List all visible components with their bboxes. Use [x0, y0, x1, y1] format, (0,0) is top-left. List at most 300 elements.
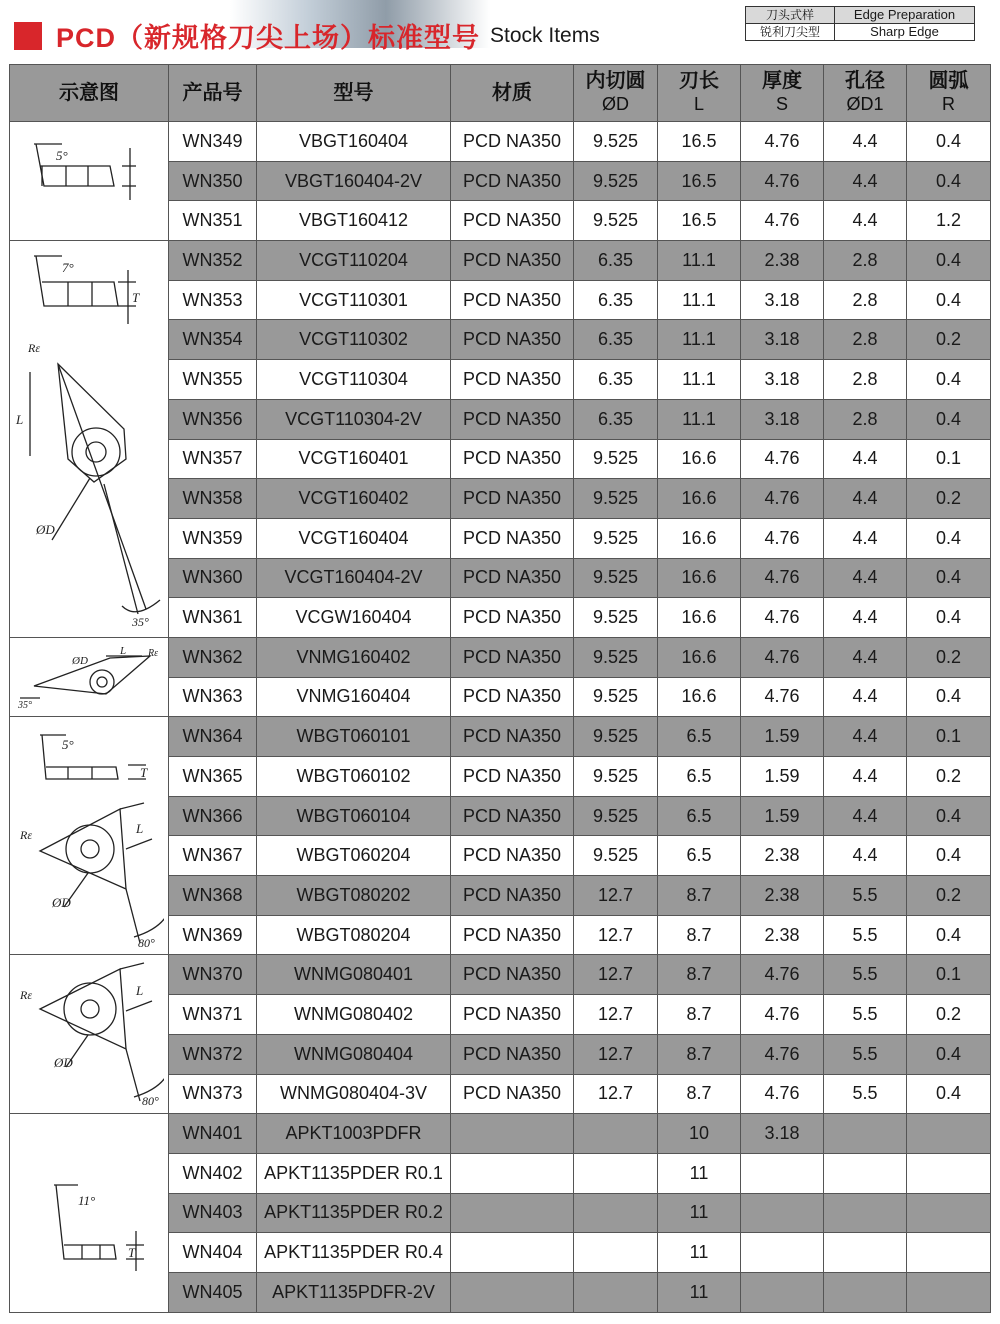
- model-cell: VCGT160401: [257, 439, 451, 479]
- radius-cell: 1.2: [907, 201, 991, 241]
- material-cell: PCD NA350: [451, 399, 574, 439]
- radius-cell: 0.4: [907, 796, 991, 836]
- radius-cell: 0.4: [907, 677, 991, 717]
- hole-diameter-cell: 4.4: [824, 439, 907, 479]
- model-cell: WBGT060204: [257, 836, 451, 876]
- edge-length-cell: 16.6: [658, 677, 741, 717]
- svg-text:Rε: Rε: [148, 648, 159, 660]
- svg-text:L: L: [136, 820, 144, 836]
- model-cell: VCGT160402: [257, 479, 451, 519]
- inscribed-circle-cell: 6.35: [574, 360, 658, 400]
- radius-cell: 0.2: [907, 637, 991, 677]
- radius-cell: 0.2: [907, 995, 991, 1035]
- svg-text:5°: 5°: [62, 736, 74, 752]
- material-cell: PCD NA350: [451, 915, 574, 955]
- col-radius-header: [907, 65, 991, 122]
- col-product-no-header: [169, 65, 257, 122]
- legend-row2-en: Sharp Edge: [835, 24, 975, 41]
- radius-cell: 0.4: [907, 836, 991, 876]
- material-cell: PCD NA350: [451, 439, 574, 479]
- product-no-cell: WN372: [169, 1034, 257, 1074]
- product-no-cell: WN351: [169, 201, 257, 241]
- table-body: [10, 122, 991, 1313]
- thickness-cell: 4.76: [741, 1034, 824, 1074]
- radius-cell: 0.1: [907, 439, 991, 479]
- table-header-row: [10, 65, 991, 122]
- svg-text:35°: 35°: [18, 700, 32, 712]
- product-no-cell: WN353: [169, 280, 257, 320]
- svg-text:T: T: [128, 1244, 136, 1260]
- svg-text:ØD: ØD: [72, 655, 88, 668]
- table-row: [10, 241, 991, 281]
- material-cell: PCD NA350: [451, 122, 574, 162]
- header-label: 圆弧: [928, 70, 969, 92]
- material-cell: PCD NA350: [451, 201, 574, 241]
- radius-cell: 0.4: [907, 598, 991, 638]
- model-cell: VCGT110304-2V: [257, 399, 451, 439]
- edge-legend: [745, 6, 975, 41]
- product-no-cell: WN405: [169, 1272, 257, 1312]
- material-cell: PCD NA350: [451, 320, 574, 360]
- diagram-cell: [10, 241, 169, 638]
- model-cell: VCGW160404: [257, 598, 451, 638]
- svg-text:7°: 7°: [62, 260, 74, 275]
- material-cell: [451, 1114, 574, 1154]
- inscribed-circle-cell: 9.525: [574, 677, 658, 717]
- page-title: PCD（新规格刀尖上场）标准型号: [56, 23, 481, 53]
- material-cell: [451, 1272, 574, 1312]
- edge-length-cell: 8.7: [658, 955, 741, 995]
- inscribed-circle-cell: 9.525: [574, 201, 658, 241]
- hole-diameter-cell: 4.4: [824, 479, 907, 519]
- material-cell: [451, 1233, 574, 1273]
- edge-length-cell: 16.6: [658, 637, 741, 677]
- radius-cell: 0.4: [907, 161, 991, 201]
- product-no-cell: WN350: [169, 161, 257, 201]
- hole-diameter-cell: [824, 1272, 907, 1312]
- vnmg-insert-diagram: [14, 642, 164, 712]
- hole-diameter-cell: [824, 1193, 907, 1233]
- product-no-cell: WN370: [169, 955, 257, 995]
- hole-diameter-cell: 4.4: [824, 757, 907, 797]
- product-no-cell: WN401: [169, 1114, 257, 1154]
- col-diagram-header: [10, 65, 169, 122]
- svg-text:ØD: ØD: [36, 522, 55, 537]
- material-cell: PCD NA350: [451, 558, 574, 598]
- hole-diameter-cell: 2.8: [824, 241, 907, 281]
- radius-cell: 0.4: [907, 399, 991, 439]
- model-cell: APKT1135PDER R0.2: [257, 1193, 451, 1233]
- inscribed-circle-cell: 6.35: [574, 280, 658, 320]
- header-label: 材质: [492, 81, 532, 104]
- col-hole-diameter-header: [824, 65, 907, 122]
- header-symbol: L: [693, 94, 704, 114]
- wbgt-insert-diagram: [14, 721, 164, 951]
- product-no-cell: WN361: [169, 598, 257, 638]
- inscribed-circle-cell: [574, 1193, 658, 1233]
- thickness-cell: 2.38: [741, 836, 824, 876]
- product-no-cell: WN364: [169, 717, 257, 757]
- header-symbol: R: [942, 94, 955, 114]
- edge-length-cell: 11.1: [658, 241, 741, 281]
- radius-cell: 0.4: [907, 280, 991, 320]
- thickness-cell: [741, 1193, 824, 1233]
- model-cell: VBGT160412: [257, 201, 451, 241]
- model-cell: APKT1135PDFR-2V: [257, 1272, 451, 1312]
- thickness-cell: 4.76: [741, 1074, 824, 1114]
- edge-length-cell: 11.1: [658, 360, 741, 400]
- model-cell: VNMG160402: [257, 637, 451, 677]
- model-cell: APKT1135PDER R0.4: [257, 1233, 451, 1273]
- svg-text:T: T: [132, 290, 140, 305]
- header-label: 型号: [333, 81, 374, 104]
- radius-cell: [907, 1114, 991, 1154]
- inscribed-circle-cell: 6.35: [574, 320, 658, 360]
- svg-text:Rε: Rε: [20, 827, 33, 842]
- edge-length-cell: 11.1: [658, 280, 741, 320]
- hole-diameter-cell: [824, 1233, 907, 1273]
- inscribed-circle-cell: [574, 1272, 658, 1312]
- material-cell: PCD NA350: [451, 637, 574, 677]
- hole-diameter-cell: 5.5: [824, 955, 907, 995]
- radius-cell: 0.4: [907, 1074, 991, 1114]
- thickness-cell: 4.76: [741, 995, 824, 1035]
- product-no-cell: WN366: [169, 796, 257, 836]
- header-symbol: ØD1: [846, 94, 884, 114]
- edge-length-cell: 6.5: [658, 757, 741, 797]
- header-label: 刃长: [679, 70, 719, 92]
- hole-diameter-cell: 4.4: [824, 637, 907, 677]
- material-cell: PCD NA350: [451, 360, 574, 400]
- inscribed-circle-cell: 9.525: [574, 439, 658, 479]
- edge-length-cell: 16.6: [658, 558, 741, 598]
- radius-cell: 0.1: [907, 717, 991, 757]
- edge-length-cell: 8.7: [658, 1034, 741, 1074]
- product-no-cell: WN358: [169, 479, 257, 519]
- hole-diameter-cell: 4.4: [824, 796, 907, 836]
- header-symbol: S: [775, 94, 788, 114]
- legend-row1-en: Edge Preparation: [835, 7, 975, 24]
- thickness-cell: 3.18: [741, 1114, 824, 1154]
- thickness-cell: 3.18: [741, 320, 824, 360]
- edge-length-cell: 11.1: [658, 399, 741, 439]
- edge-length-cell: 11: [658, 1233, 741, 1273]
- table-row: [10, 122, 991, 162]
- apkt-side-diagram: [14, 1133, 164, 1293]
- thickness-cell: 4.76: [741, 598, 824, 638]
- thickness-cell: 2.38: [741, 915, 824, 955]
- model-cell: WNMG080402: [257, 995, 451, 1035]
- edge-length-cell: 11: [658, 1272, 741, 1312]
- hole-diameter-cell: 4.4: [824, 558, 907, 598]
- inscribed-circle-cell: 9.525: [574, 836, 658, 876]
- material-cell: PCD NA350: [451, 677, 574, 717]
- product-no-cell: WN354: [169, 320, 257, 360]
- thickness-cell: 4.76: [741, 122, 824, 162]
- radius-cell: [907, 1193, 991, 1233]
- svg-text:5°: 5°: [56, 148, 68, 164]
- thickness-cell: 4.76: [741, 955, 824, 995]
- legend-row2-cn: 锐利刀尖型: [746, 24, 835, 41]
- hole-diameter-cell: 2.8: [824, 280, 907, 320]
- svg-text:11°: 11°: [78, 1192, 96, 1208]
- legend-row1-cn: 刀头式样: [746, 7, 835, 24]
- header-symbol: ØD: [602, 94, 629, 114]
- model-cell: VBGT160404: [257, 122, 451, 162]
- radius-cell: 0.4: [907, 558, 991, 598]
- radius-cell: 0.4: [907, 360, 991, 400]
- hole-diameter-cell: 5.5: [824, 915, 907, 955]
- svg-text:L: L: [136, 983, 144, 999]
- stock-items-table: [9, 64, 991, 1313]
- header-label: 示意图: [59, 81, 119, 104]
- title-row: [14, 16, 600, 55]
- edge-length-cell: 11: [658, 1153, 741, 1193]
- edge-length-cell: 10: [658, 1114, 741, 1154]
- material-cell: PCD NA350: [451, 1074, 574, 1114]
- table-row: [10, 637, 991, 677]
- hole-diameter-cell: 4.4: [824, 717, 907, 757]
- inscribed-circle-cell: 9.525: [574, 796, 658, 836]
- header-label: 产品号: [182, 81, 243, 104]
- inscribed-circle-cell: 12.7: [574, 955, 658, 995]
- material-cell: [451, 1193, 574, 1233]
- edge-length-cell: 16.6: [658, 479, 741, 519]
- diagram-cell: [10, 717, 169, 955]
- radius-cell: [907, 1153, 991, 1193]
- inscribed-circle-cell: 9.525: [574, 479, 658, 519]
- hole-diameter-cell: 2.8: [824, 399, 907, 439]
- hole-diameter-cell: 2.8: [824, 320, 907, 360]
- hole-diameter-cell: 5.5: [824, 1074, 907, 1114]
- product-no-cell: WN363: [169, 677, 257, 717]
- thickness-cell: 3.18: [741, 360, 824, 400]
- col-material-header: [451, 65, 574, 122]
- product-no-cell: WN404: [169, 1233, 257, 1273]
- svg-text:L: L: [120, 645, 127, 658]
- svg-text:35°: 35°: [132, 615, 149, 629]
- product-no-cell: WN373: [169, 1074, 257, 1114]
- inscribed-circle-cell: 12.7: [574, 1074, 658, 1114]
- model-cell: WBGT080202: [257, 876, 451, 916]
- radius-cell: 0.4: [907, 241, 991, 281]
- model-cell: WBGT060101: [257, 717, 451, 757]
- product-no-cell: WN355: [169, 360, 257, 400]
- header-label: 内切圆: [585, 70, 646, 92]
- diagram-cell: [10, 1114, 169, 1312]
- model-cell: WNMG080404: [257, 1034, 451, 1074]
- radius-cell: 0.2: [907, 757, 991, 797]
- edge-length-cell: 16.6: [658, 439, 741, 479]
- edge-length-cell: 8.7: [658, 876, 741, 916]
- hole-diameter-cell: 4.4: [824, 836, 907, 876]
- thickness-cell: 4.76: [741, 518, 824, 558]
- material-cell: PCD NA350: [451, 280, 574, 320]
- diagram-cell: [10, 637, 169, 716]
- inscribed-circle-cell: 12.7: [574, 995, 658, 1035]
- col-thickness-header: [741, 65, 824, 122]
- material-cell: PCD NA350: [451, 241, 574, 281]
- col-model-header: [257, 65, 451, 122]
- thickness-cell: 3.18: [741, 280, 824, 320]
- radius-cell: 0.4: [907, 122, 991, 162]
- inscribed-circle-cell: [574, 1153, 658, 1193]
- edge-length-cell: 6.5: [658, 717, 741, 757]
- inscribed-circle-cell: 12.7: [574, 1034, 658, 1074]
- material-cell: PCD NA350: [451, 1034, 574, 1074]
- model-cell: WBGT060104: [257, 796, 451, 836]
- svg-text:ØD: ØD: [52, 894, 71, 910]
- edge-length-cell: 6.5: [658, 836, 741, 876]
- radius-cell: 0.2: [907, 479, 991, 519]
- hole-diameter-cell: 5.5: [824, 1034, 907, 1074]
- model-cell: APKT1003PDFR: [257, 1114, 451, 1154]
- radius-cell: 0.2: [907, 320, 991, 360]
- hole-diameter-cell: 4.4: [824, 598, 907, 638]
- radius-cell: [907, 1233, 991, 1273]
- thickness-cell: 1.59: [741, 796, 824, 836]
- hole-diameter-cell: [824, 1153, 907, 1193]
- thickness-cell: 4.76: [741, 558, 824, 598]
- product-no-cell: WN360: [169, 558, 257, 598]
- inscribed-circle-cell: 12.7: [574, 915, 658, 955]
- svg-text:Rε: Rε: [28, 341, 41, 355]
- model-cell: WNMG080401: [257, 955, 451, 995]
- inscribed-circle-cell: 6.35: [574, 241, 658, 281]
- inscribed-circle-cell: 12.7: [574, 876, 658, 916]
- hole-diameter-cell: 4.4: [824, 161, 907, 201]
- thickness-cell: 4.76: [741, 677, 824, 717]
- product-no-cell: WN371: [169, 995, 257, 1035]
- material-cell: PCD NA350: [451, 161, 574, 201]
- material-cell: PCD NA350: [451, 876, 574, 916]
- hole-diameter-cell: 4.4: [824, 518, 907, 558]
- model-cell: VCGT110301: [257, 280, 451, 320]
- model-cell: WBGT080204: [257, 915, 451, 955]
- hole-diameter-cell: 4.4: [824, 201, 907, 241]
- thickness-cell: 2.38: [741, 241, 824, 281]
- material-cell: PCD NA350: [451, 598, 574, 638]
- edge-length-cell: 16.5: [658, 201, 741, 241]
- table-row: [10, 1114, 991, 1154]
- model-cell: VBGT160404-2V: [257, 161, 451, 201]
- vcgt-insert-diagram: [14, 244, 164, 634]
- col-inscribed-circle-header: [574, 65, 658, 122]
- inscribed-circle-cell: 9.525: [574, 122, 658, 162]
- radius-cell: [907, 1272, 991, 1312]
- diagram-cell: [10, 122, 169, 241]
- svg-text:ØD: ØD: [54, 1055, 73, 1071]
- svg-text:T: T: [140, 764, 148, 780]
- material-cell: PCD NA350: [451, 995, 574, 1035]
- product-no-cell: WN357: [169, 439, 257, 479]
- product-no-cell: WN369: [169, 915, 257, 955]
- edge-length-cell: 16.5: [658, 122, 741, 162]
- edge-length-cell: 16.6: [658, 518, 741, 558]
- page-subtitle: Stock Items: [490, 23, 600, 47]
- hole-diameter-cell: 5.5: [824, 995, 907, 1035]
- inscribed-circle-cell: 9.525: [574, 161, 658, 201]
- inscribed-circle-cell: 9.525: [574, 717, 658, 757]
- product-no-cell: WN352: [169, 241, 257, 281]
- thickness-cell: [741, 1153, 824, 1193]
- inscribed-circle-cell: [574, 1233, 658, 1273]
- material-cell: PCD NA350: [451, 479, 574, 519]
- edge-length-cell: 11.1: [658, 320, 741, 360]
- material-cell: PCD NA350: [451, 955, 574, 995]
- inscribed-circle-cell: 9.525: [574, 518, 658, 558]
- edge-length-cell: 8.7: [658, 995, 741, 1035]
- thickness-cell: 1.59: [741, 717, 824, 757]
- thickness-cell: 4.76: [741, 161, 824, 201]
- model-cell: VCGT110302: [257, 320, 451, 360]
- thickness-cell: 4.76: [741, 479, 824, 519]
- wnmg-insert-diagram: [14, 959, 164, 1109]
- radius-cell: 0.4: [907, 518, 991, 558]
- product-no-cell: WN368: [169, 876, 257, 916]
- hole-diameter-cell: [824, 1114, 907, 1154]
- hole-diameter-cell: 5.5: [824, 876, 907, 916]
- hole-diameter-cell: 2.8: [824, 360, 907, 400]
- material-cell: PCD NA350: [451, 518, 574, 558]
- thickness-cell: [741, 1272, 824, 1312]
- inscribed-circle-cell: 9.525: [574, 598, 658, 638]
- hole-diameter-cell: 4.4: [824, 122, 907, 162]
- inscribed-circle-cell: [574, 1114, 658, 1154]
- svg-text:80°: 80°: [142, 1094, 159, 1109]
- table-row: [10, 717, 991, 757]
- product-no-cell: WN367: [169, 836, 257, 876]
- header-label: 孔径: [845, 70, 885, 92]
- svg-text:L: L: [16, 412, 24, 427]
- product-no-cell: WN365: [169, 757, 257, 797]
- edge-length-cell: 6.5: [658, 796, 741, 836]
- edge-length-cell: 8.7: [658, 1074, 741, 1114]
- model-cell: VCGT160404-2V: [257, 558, 451, 598]
- product-no-cell: WN403: [169, 1193, 257, 1233]
- material-cell: PCD NA350: [451, 757, 574, 797]
- model-cell: VCGT160404: [257, 518, 451, 558]
- edge-length-cell: 11: [658, 1193, 741, 1233]
- material-cell: PCD NA350: [451, 836, 574, 876]
- thickness-cell: 4.76: [741, 637, 824, 677]
- thickness-cell: 1.59: [741, 757, 824, 797]
- hole-diameter-cell: 4.4: [824, 677, 907, 717]
- model-cell: VNMG160404: [257, 677, 451, 717]
- edge-length-cell: 8.7: [658, 915, 741, 955]
- thickness-cell: 2.38: [741, 876, 824, 916]
- material-cell: PCD NA350: [451, 717, 574, 757]
- material-cell: PCD NA350: [451, 796, 574, 836]
- inscribed-circle-cell: 9.525: [574, 558, 658, 598]
- header-label: 厚度: [762, 70, 802, 92]
- table-row: [10, 955, 991, 995]
- svg-text:80°: 80°: [138, 935, 155, 950]
- product-no-cell: WN362: [169, 637, 257, 677]
- edge-length-cell: 16.5: [658, 161, 741, 201]
- thickness-cell: 4.76: [741, 439, 824, 479]
- edge-length-cell: 16.6: [658, 598, 741, 638]
- product-no-cell: WN402: [169, 1153, 257, 1193]
- model-cell: VCGT110304: [257, 360, 451, 400]
- radius-cell: 0.4: [907, 915, 991, 955]
- product-no-cell: WN356: [169, 399, 257, 439]
- red-square-icon: [14, 22, 42, 50]
- inscribed-circle-cell: 6.35: [574, 399, 658, 439]
- inscribed-circle-cell: 9.525: [574, 757, 658, 797]
- product-no-cell: WN349: [169, 122, 257, 162]
- thickness-cell: 3.18: [741, 399, 824, 439]
